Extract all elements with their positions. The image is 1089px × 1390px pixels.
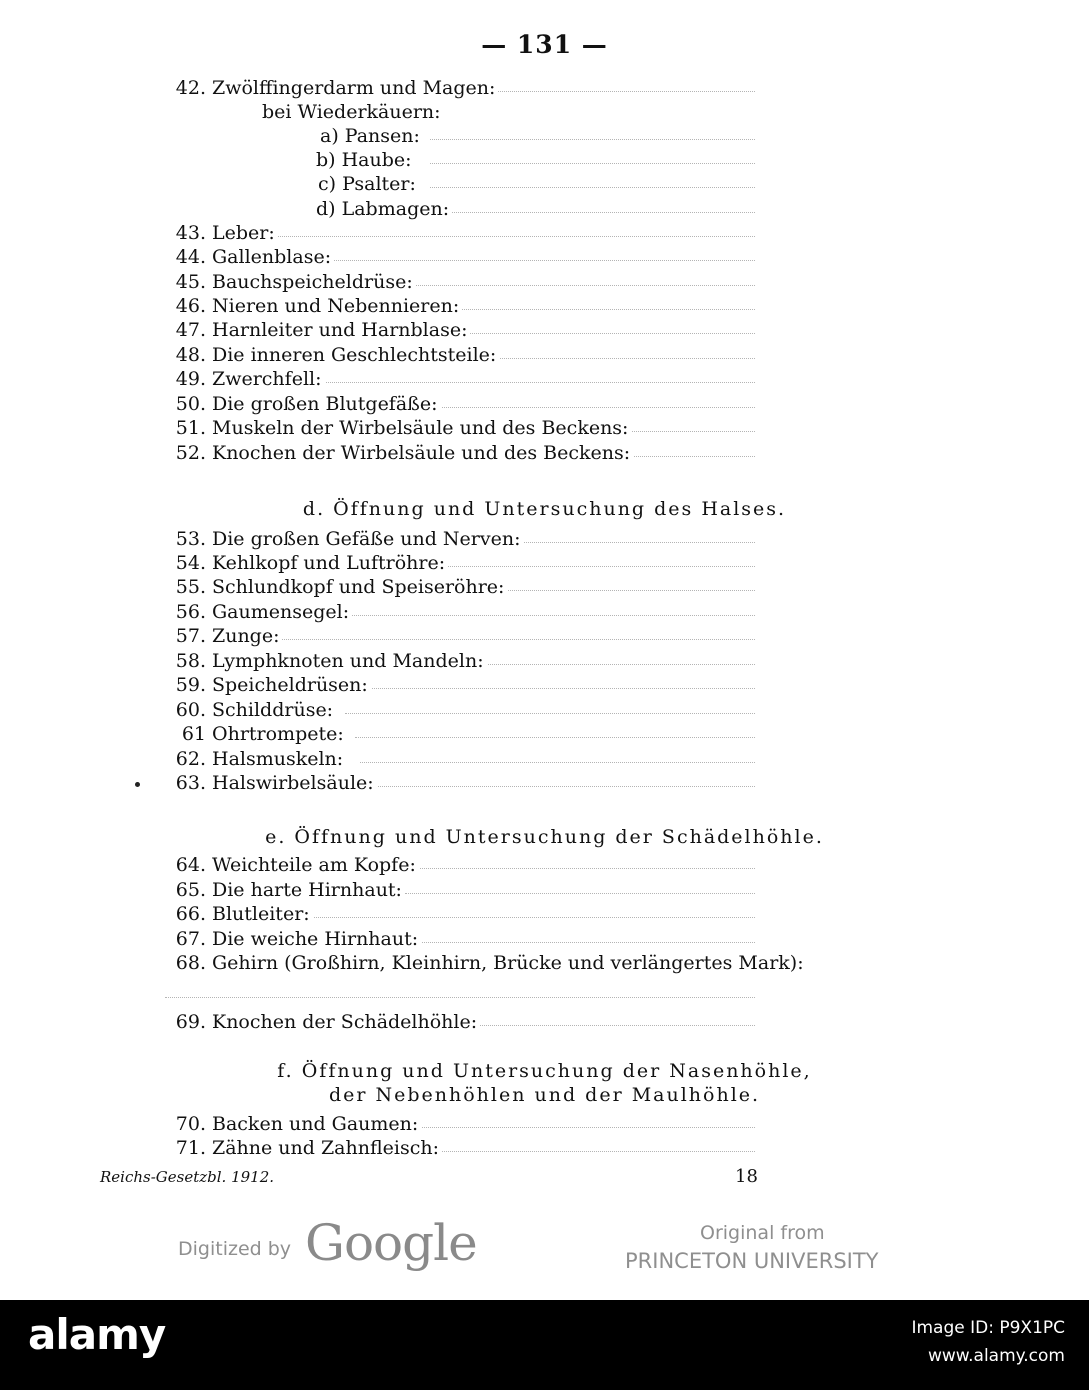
entry-label: Zähne und Zahnfleisch: bbox=[212, 1136, 442, 1160]
entry-label: Die großen Gefäße und Nerven: bbox=[212, 527, 524, 551]
entry-label: d) Labmagen: bbox=[316, 197, 452, 221]
entry-label: Zwerchfell: bbox=[212, 367, 325, 391]
site-url: www.alamy.com bbox=[927, 1346, 1065, 1366]
entry-number: 48. bbox=[175, 344, 206, 366]
google-logo: Google bbox=[305, 1214, 477, 1272]
entry-line bbox=[0, 902, 1089, 926]
entry-label: a) Pansen: bbox=[320, 124, 423, 148]
leader-dots bbox=[455, 333, 755, 334]
entry-number: 46. bbox=[175, 295, 206, 317]
leader-dots bbox=[430, 163, 755, 164]
entry-number: 60. bbox=[175, 699, 206, 721]
entry-line bbox=[0, 722, 1089, 746]
entry-line bbox=[0, 318, 1089, 342]
leader-dots bbox=[410, 1127, 755, 1128]
leader-dots bbox=[280, 639, 755, 640]
entry-number: 70. bbox=[175, 1113, 206, 1135]
entry-line bbox=[0, 294, 1089, 318]
entry-number: 52. bbox=[175, 442, 206, 464]
entry-line bbox=[0, 551, 1089, 575]
entry-line bbox=[0, 600, 1089, 624]
entry-label: Schilddrüse: bbox=[212, 698, 336, 722]
section-heading-f-cont: der Nebenhöhlen und der Maulhöhle. bbox=[328, 1084, 761, 1106]
university-label: PRINCETON UNIVERSITY bbox=[625, 1249, 879, 1273]
entry-line bbox=[0, 624, 1089, 648]
original-from-label: Original from bbox=[700, 1222, 825, 1244]
entry-line bbox=[0, 367, 1089, 391]
entry-line bbox=[0, 927, 1089, 951]
entry-line bbox=[0, 392, 1089, 416]
entry-line bbox=[0, 221, 1089, 245]
entry-label: Kehlkopf und Luftröhre: bbox=[212, 551, 448, 575]
leader-dots bbox=[270, 236, 755, 237]
leader-dots bbox=[470, 664, 755, 665]
entry-label: Halswirbelsäule: bbox=[212, 771, 377, 795]
entry-number: 56. bbox=[175, 601, 206, 623]
entry-line bbox=[0, 148, 1089, 172]
entry-number: 55. bbox=[175, 576, 206, 598]
entry-label: Blutleiter: bbox=[212, 902, 313, 926]
entry-number: 53. bbox=[175, 528, 206, 550]
entry-number: 50. bbox=[175, 393, 206, 415]
entry-line bbox=[0, 270, 1089, 294]
entry-label: Zwölffingerdarm und Magen: bbox=[212, 76, 498, 100]
entry-number: 67. bbox=[175, 928, 206, 950]
entry-line bbox=[0, 951, 1089, 975]
leader-dots bbox=[405, 893, 755, 894]
section-heading-e: e. Öffnung und Untersuchung der Schädelhöhle. bbox=[265, 826, 824, 848]
leader-dots bbox=[380, 285, 755, 286]
entry-label: Gehirn (Großhirn, Kleinhirn, Brücke und verlängertes Mark): bbox=[212, 951, 807, 975]
alamy-logo: alamy bbox=[28, 1310, 166, 1359]
leader-dots bbox=[430, 139, 755, 140]
leader-dots bbox=[360, 786, 755, 787]
entry-label: Weichteile am Kopfe: bbox=[212, 853, 419, 877]
entry-line bbox=[0, 441, 1089, 465]
entry-number: 58. bbox=[175, 650, 206, 672]
entry-line bbox=[0, 1112, 1089, 1136]
leader-dots bbox=[440, 309, 755, 310]
entry-label: c) Psalter: bbox=[318, 172, 419, 196]
entry-label: Knochen der Wirbelsäule und des Beckens: bbox=[212, 441, 633, 465]
entry-label: Die großen Blutgefäße: bbox=[212, 392, 441, 416]
entry-number: 66. bbox=[175, 903, 206, 925]
leader-dots bbox=[345, 615, 755, 616]
entry-label: Die inneren Geschlechtsteile: bbox=[212, 343, 499, 367]
leader-dots bbox=[485, 590, 755, 591]
entry-line bbox=[0, 76, 1089, 100]
leader-dots bbox=[450, 212, 755, 213]
entry-label: Zunge: bbox=[212, 624, 282, 648]
entry-line bbox=[0, 878, 1089, 902]
entry-label: bei Wiederkäuern: bbox=[262, 100, 444, 124]
entry-line bbox=[0, 416, 1089, 440]
entry-line bbox=[0, 575, 1089, 599]
entry-line bbox=[0, 1010, 1089, 1034]
entry-number: 47. bbox=[175, 319, 206, 341]
entry-number: 45. bbox=[175, 271, 206, 293]
blank-answer-line bbox=[165, 997, 755, 998]
entry-label: b) Haube: bbox=[316, 148, 415, 172]
entry-label: Schlundkopf und Speiseröhre: bbox=[212, 575, 507, 599]
entry-number: 54. bbox=[175, 552, 206, 574]
entry-label: Bauchspeicheldrüse: bbox=[212, 270, 416, 294]
entry-number: 63. bbox=[175, 772, 206, 794]
image-id-label: Image ID: P9X1PC bbox=[911, 1318, 1065, 1338]
leader-dots bbox=[410, 942, 755, 943]
entry-label: Knochen der Schädelhöhle: bbox=[212, 1010, 480, 1034]
leader-dots bbox=[310, 917, 755, 918]
entry-number: 44. bbox=[175, 246, 206, 268]
entry-label: Muskeln der Wirbelsäule und des Beckens: bbox=[212, 416, 631, 440]
entry-line bbox=[0, 124, 1089, 148]
entry-label: Speicheldrüsen: bbox=[212, 673, 371, 697]
entry-label: Gallenblase: bbox=[212, 245, 334, 269]
entry-line bbox=[0, 673, 1089, 697]
leader-dots bbox=[435, 1151, 755, 1152]
entry-number: 64. bbox=[175, 854, 206, 876]
leader-dots bbox=[480, 91, 755, 92]
entry-line bbox=[0, 343, 1089, 367]
entry-line bbox=[0, 853, 1089, 877]
leader-dots bbox=[405, 868, 755, 869]
section-heading-d: d. Öffnung und Untersuchung des Halses. bbox=[302, 498, 787, 520]
entry-number: 43. bbox=[175, 222, 206, 244]
entry-label: Harnleiter und Harnblase: bbox=[212, 318, 470, 342]
leader-dots bbox=[310, 382, 755, 383]
entry-line bbox=[0, 172, 1089, 196]
section-heading-f: f. Öffnung und Untersuchung der Nasenhöhle, bbox=[277, 1060, 812, 1082]
entry-label: Halsmuskeln: bbox=[212, 747, 346, 771]
entry-label: Leber: bbox=[212, 221, 278, 245]
entry-line bbox=[0, 245, 1089, 269]
entry-line bbox=[0, 197, 1089, 221]
entry-line bbox=[0, 649, 1089, 673]
entry-number: 68. bbox=[175, 952, 206, 974]
entry-number: 61 bbox=[181, 723, 206, 745]
entry-number: 71. bbox=[175, 1137, 206, 1159]
page-number: — 131 — bbox=[481, 30, 608, 59]
entry-label: Die harte Hirnhaut: bbox=[212, 878, 405, 902]
leader-dots bbox=[350, 688, 755, 689]
entry-line bbox=[0, 747, 1089, 771]
entry-number: 62. bbox=[175, 748, 206, 770]
entry-line bbox=[0, 698, 1089, 722]
entry-number: 49. bbox=[175, 368, 206, 390]
entry-number: 57. bbox=[175, 625, 206, 647]
entry-line bbox=[0, 1136, 1089, 1160]
leader-dots bbox=[355, 737, 755, 738]
entry-label: Gaumensegel: bbox=[212, 600, 352, 624]
leader-dots bbox=[435, 407, 755, 408]
entry-number: 51. bbox=[175, 417, 206, 439]
entry-line bbox=[0, 527, 1089, 551]
entry-label: Ohrtrompete: bbox=[212, 722, 347, 746]
leader-dots bbox=[435, 566, 755, 567]
entry-line bbox=[0, 771, 1089, 795]
footer-sheet-number: 18 bbox=[735, 1166, 758, 1187]
footer-source: Reichs-Gesetzbl. 1912. bbox=[100, 1168, 275, 1186]
leader-dots bbox=[430, 187, 755, 188]
digitized-by-label: Digitized by bbox=[178, 1238, 292, 1260]
entry-line bbox=[0, 100, 1089, 124]
leader-dots bbox=[345, 713, 755, 714]
entry-label: Nieren und Nebennieren: bbox=[212, 294, 462, 318]
entry-number: 42. bbox=[175, 77, 206, 99]
leader-dots bbox=[460, 358, 755, 359]
leader-dots bbox=[320, 260, 755, 261]
leader-dots bbox=[510, 542, 755, 543]
leader-dots bbox=[610, 431, 755, 432]
entry-number: 59. bbox=[175, 674, 206, 696]
entry-number: 65. bbox=[175, 879, 206, 901]
entry-label: Lymphknoten und Mandeln: bbox=[212, 649, 487, 673]
entry-number: 69. bbox=[175, 1011, 206, 1033]
leader-dots bbox=[360, 762, 755, 763]
leader-dots bbox=[455, 1025, 755, 1026]
entry-label: Backen und Gaumen: bbox=[212, 1112, 421, 1136]
entry-label: Die weiche Hirnhaut: bbox=[212, 927, 421, 951]
